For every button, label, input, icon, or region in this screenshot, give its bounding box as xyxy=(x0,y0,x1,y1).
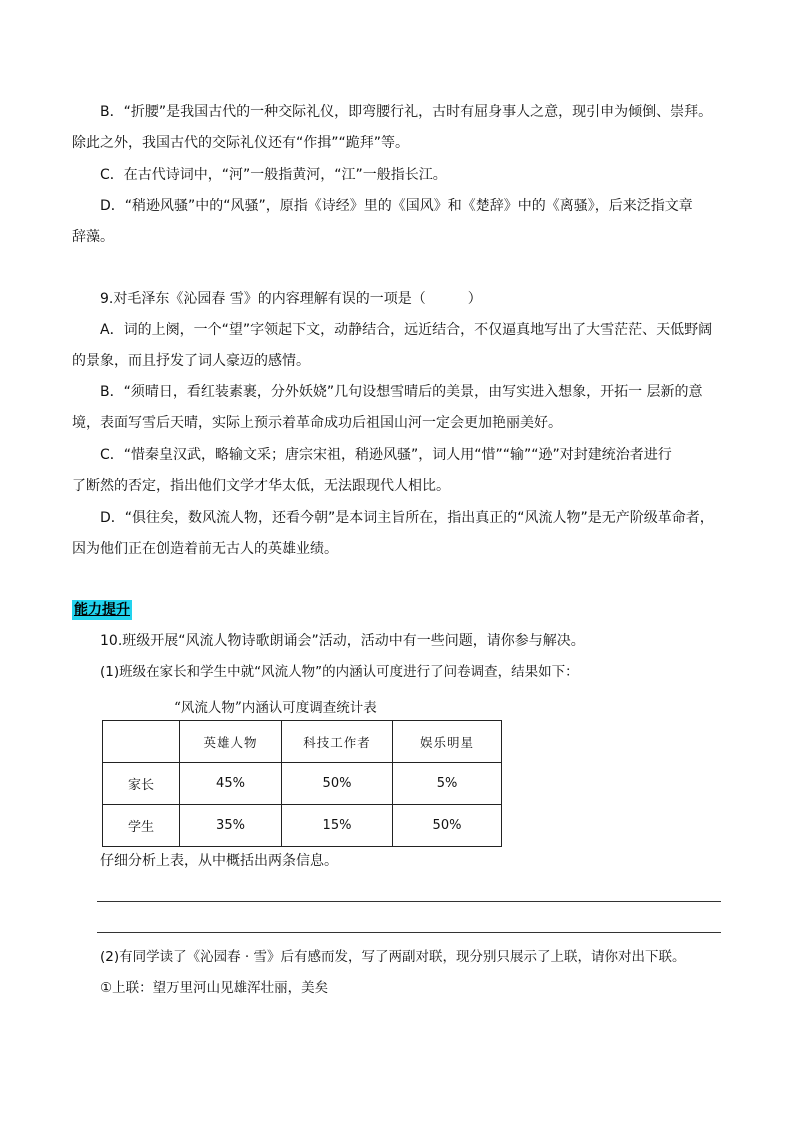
q10-part2: (2)有同学读了《沁园春 · 雪》后有感而发，写了两副对联，现分别只展示了上联，请你对出下联。 xyxy=(100,949,686,965)
table-row-label: 学生 xyxy=(103,805,180,847)
q9-option-c-line1: C．“惜秦皇汉武，略输文采；唐宗宋祖，稍逊风骚”，词人用“惜”“输”“逊”对封建统治者进行 xyxy=(100,447,672,463)
table-cell: 35% xyxy=(180,805,282,847)
table-row-label: 家长 xyxy=(103,763,180,805)
table-cell: 45% xyxy=(180,763,282,805)
q10-stem: 10.班级开展“风流人物诗歌朗诵会”活动，活动中有一些问题，请你参与解决。 xyxy=(100,633,585,649)
couplet-upper-line-1: ①上联：望万里河山见雄浑壮丽，美矣 xyxy=(100,980,329,996)
table-cell: 5% xyxy=(393,763,502,805)
section-heading: 能力提升 xyxy=(74,602,130,618)
table-cell: 50% xyxy=(282,763,393,805)
q9-option-a-line2: 的景象，而且抒发了词人豪迈的感情。 xyxy=(72,353,310,369)
table-cell: 15% xyxy=(282,805,393,847)
q8-option-b-line1: B．“折腰”是我国古代的一种交际礼仪，即弯腰行礼，古时有屈身事人之意，现引申为倾倒、崇拜。 xyxy=(100,104,713,120)
q10-part1: (1)班级在家长和学生中就“风流人物”的内涵认可度进行了问卷调查，结果如下： xyxy=(100,664,579,680)
table-header-cell: 英雄人物 xyxy=(180,721,282,763)
table-row xyxy=(103,763,502,805)
answer-line[interactable] xyxy=(97,901,721,902)
q9-option-c-line2: 了断然的否定，指出他们文学才华太低，无法跟现代人相比。 xyxy=(72,478,450,494)
table-caption: “风流人物”内涵认可度调查统计表 xyxy=(174,700,377,716)
q9-option-a-line1: A．词的上阕，一个“望”字领起下文，动静结合，远近结合，不仅逼真地写出了大雪茫茫、天低野阔 xyxy=(100,322,713,338)
table-header-cell: 科技工作者 xyxy=(282,721,393,763)
q9-option-d-line2: 因为他们正在创造着前无古人的英雄业绩。 xyxy=(72,541,338,557)
survey-table xyxy=(102,720,502,847)
q9-option-b-line2: 境，表面写雪后天晴，实际上预示着革命成功后祖国山河一定会更加艳丽美好。 xyxy=(72,415,562,431)
q8-option-c: C．在古代诗词中，“河”一般指黄河，“江”一般指长江。 xyxy=(100,167,447,183)
q8-option-d-line1: D．“稍逊风骚”中的“风骚”，原指《诗经》里的《国风》和《楚辞》中的《离骚》，后来泛指文章 xyxy=(100,198,693,214)
q9-option-d-line1: D．“俱往矣，数风流人物，还看今朝”是本词主旨所在，指出真正的“风流人物”是无产阶级革命者， xyxy=(100,510,714,526)
answer-line[interactable] xyxy=(97,932,721,933)
q9-option-b-line1: B．“须晴日，看红装素裹，分外妖娆”几句设想雪晴后的美景，由写实进入想象，开拓一 层新的意 xyxy=(100,384,703,400)
q8-option-b-line2: 除此之外，我国古代的交际礼仪还有“作揖”“跪拜”等。 xyxy=(72,135,410,151)
table-header-row xyxy=(103,721,502,763)
q8-option-d-line2: 辞藻。 xyxy=(72,229,114,245)
analysis-prompt: 仔细分析上表，从中概括出两条信息。 xyxy=(100,853,338,869)
q9-stem: 9.对毛泽东《沁园春 雪》的内容理解有误的一项是（ ） xyxy=(100,291,482,307)
table-row xyxy=(103,805,502,847)
table-cell: 50% xyxy=(393,805,502,847)
table-header-cell xyxy=(103,721,180,763)
table-header-cell: 娱乐明星 xyxy=(393,721,502,763)
